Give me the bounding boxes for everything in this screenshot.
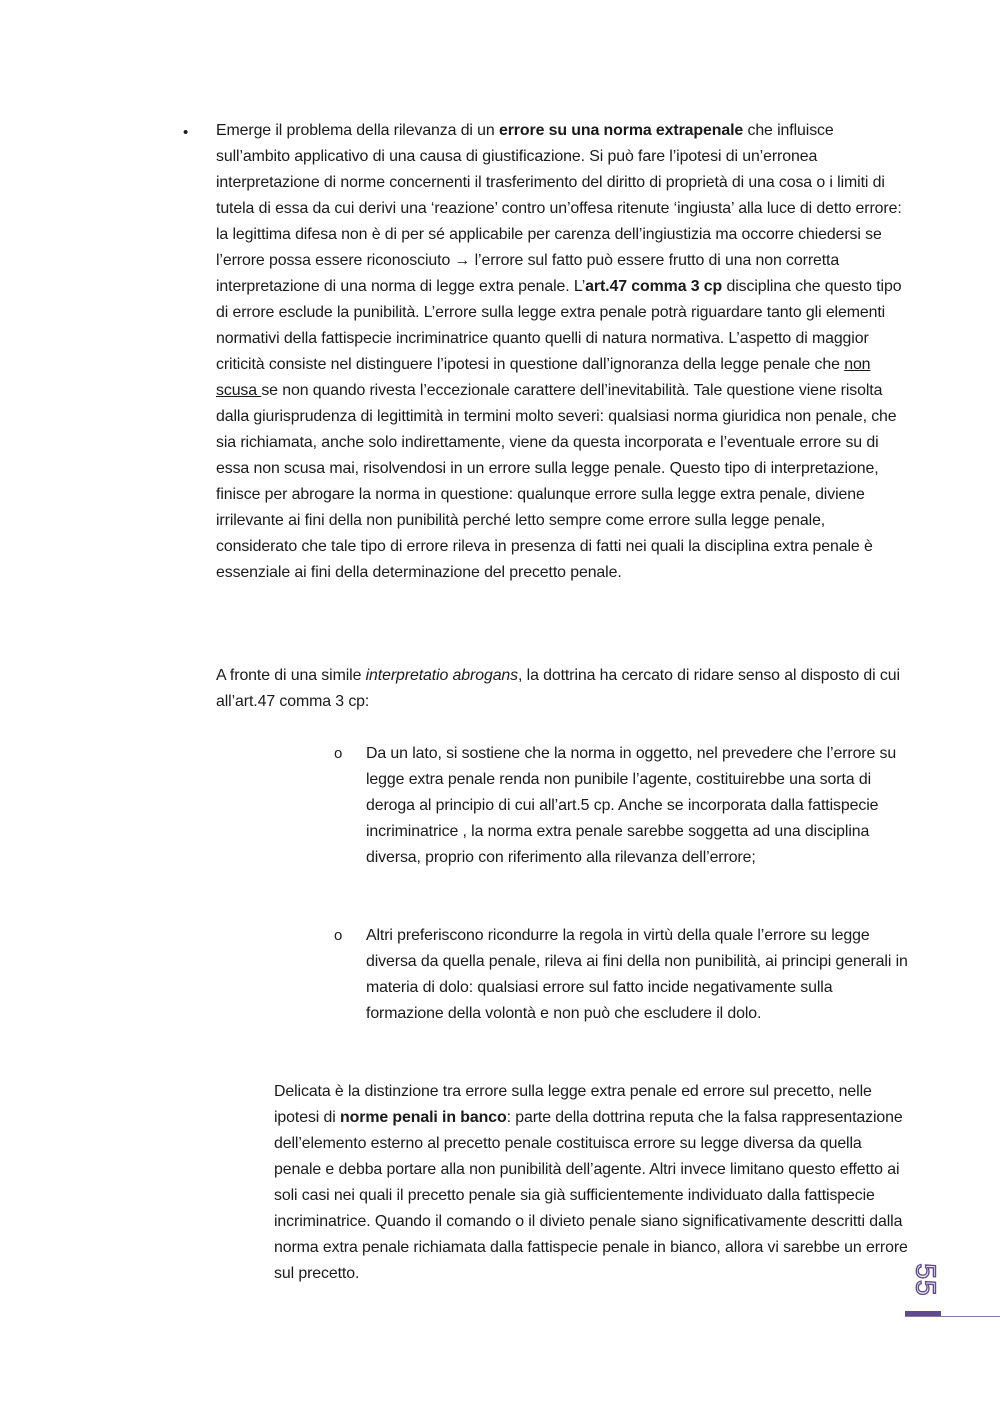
italic-interpretatio-abrogans: interpretatio abrogans: [365, 667, 519, 684]
paragraph-interpretatio-abrogans: A fronte di una simile interpretatio abrogans, la dottrina ha cercato di ridare senso al disposto di cui all’art.47 comma 3 cp:: [216, 667, 900, 710]
page-number: [906, 1258, 946, 1302]
bold-art47: art.47 comma 3 cp: [585, 278, 723, 295]
footer-divider: [905, 1316, 1000, 1317]
paragraph-norme-in-banco: Delicata è la distinzione tra errore sulla legge extra penale ed errore sul precetto, nelle ipotesi di norme penali in banco: parte della dottrina reputa che la falsa rappresentazione dell’elemento esterno al precetto penale costituisca errore su legge diversa da quella penale e debba portare alla non punibilità dell’agente. Altri invece limitano questo effetto ai soli casi nei quali il precetto penale sia già sufficientemente individuato dalla fattispecie incriminatrice. Quando il comando o il divieto penale siano significativamente descritti dalla norma extra penale richiamata dalla fattispecie penale in bianco, allora vi sarebbe un errore sul precetto.: [274, 1083, 908, 1282]
arrow-icon: →: [454, 252, 471, 269]
sub-paragraph-deroga: Da un lato, si sostiene che la norma in oggetto, nel prevedere che l’errore su legge extra penale renda non punibile l’agente, costituirebbe una sorta di deroga al principio di cui all’art.5 cp. Anche se incorporata dalla fattispecie incriminatrice , la norma extra penale sarebbe soggetta ad una disciplina diversa, proprio con riferimento alla rilevanza dell’errore;: [366, 745, 897, 866]
paragraph-errore-extrapenale: Emerge il problema della rilevanza di un errore su una norma extrapenale che influisce sull’ambito applicativo di una causa di giustificazione. Si può fare l’ipotesi di un’erronea interpretazione di norme concernenti il trasferimento del diritto di proprietà di una cosa o i limiti di tutela di essa da cui derivi una ‘reazione’ contro un’offesa ritenute ‘ingiusta’ alla luce di detto errore: la legittima difesa non è di per sé applicabile per carenza dell’ingiustizia ma occorre chiedersi se l’errore possa essere riconosciuto → l’errore sul fatto può essere frutto di una non corretta interpretazione di una norma di legge extra penale. L’art.47 comma 3 cp disciplina che questo tipo di errore esclude la punibilità. L’errore sulla legge extra penale potrà riguardare tanto gli elementi normativi della fattispecie incriminatrice quanto quelli di natura normativa. L’aspetto di maggior criticità consiste nel distinguere l’ipotesi in questione dall’ignoranza della legge penale che non scusa se non quando rivesta l’eccezionale carattere dell’inevitabilità. Tale questione viene risolta dalla giurisprudenza di legittimità in termini molto severi: qualsiasi norma giuridica non penale, che sia richiamata, anche solo indirettamente, viene da questa incorporata e l’eventuale errore su di essa non scusa mai, risolvendosi in un errore sulla legge penale. Questo tipo di interpretazione, finisce per abrogare la norma in questione: qualunque errore sulla legge extra penale, diviene irrilevante ai fini della non punibilità perché letto sempre come errore sulla legge penale, considerato che tale tipo di errore rileva in presenza di fatti nei quali la disciplina extra penale è essenziale ai fini della determinazione del precetto penale.: [216, 122, 902, 581]
sub-bullet-marker: o: [334, 927, 343, 944]
page-number-text: 55: [911, 1263, 942, 1297]
bold-errore-norma-extrapenale: errore su una norma extrapenale: [498, 122, 744, 139]
bold-norme-penali-in-banco: norme penali in banco: [340, 1109, 507, 1126]
sub-paragraph-dolo: Altri preferiscono ricondurre la regola in virtù della quale l’errore su legge diversa da quella penale, rileva ai fini della non punibilità, ai principi generali in materia di dolo: qualsiasi errore sul fatto incide negativamente sulla formazione della volontà e non può che escludere il dolo.: [366, 927, 908, 1022]
bullet-marker: •: [183, 124, 189, 141]
sub-bullet-marker: o: [334, 745, 343, 762]
underlined-non-scusa: non scusa: [216, 356, 871, 399]
